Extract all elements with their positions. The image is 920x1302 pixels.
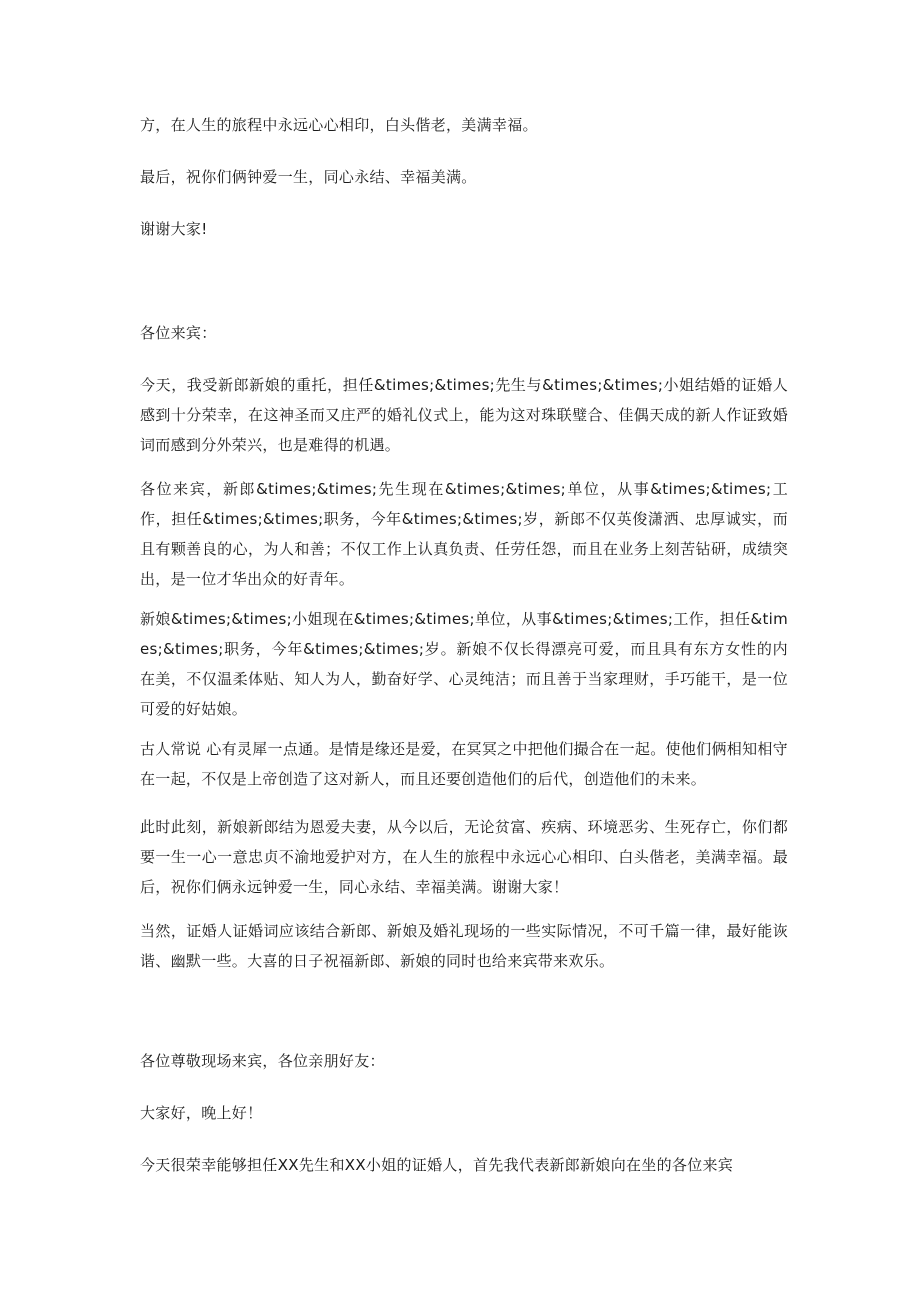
paragraph-second-greeting: 各位尊敬现场来宾，各位亲朋好友： <box>140 1052 385 1070</box>
paragraph-vows: 此时此刻，新娘新郎结为恩爱夫妻，从今以后，无论贫富、疾病、环境恶劣、生死存亡，你们都要一生一心一意忠贞不渝地爱护对方，在人生的旅程中永远心心相印、白头偕老，美满幸福。最后，祝你们俩永远钟爱一生，同心永结、幸福美满。谢谢大家！ <box>140 818 788 896</box>
paragraph-note: 当然，证婚人证婚词应该结合新郎、新娘及婚礼现场的一些实际情况，不可千篇一律，最好能诙谐、幽默一些。大喜的日子祝福新郎、新娘的同时也给来宾带来欢乐。 <box>140 922 788 970</box>
paragraph-honored: 今天很荣幸能够担任XX先生和XX小姐的证婚人，首先我代表新郎新娘向在坐的各位来宾 <box>140 1156 734 1174</box>
paragraph-final-wish: 最后，祝你们俩钟爱一生，同心永结、幸福美满。 <box>140 168 477 186</box>
paragraph-greeting-guests: 各位来宾： <box>140 324 217 342</box>
paragraph-bride-intro: 新娘&times;&times;小姐现在&times;&times;单位，从事&times;&times;工作，担任&times;&times;职务，今年&times;&times;岁。新娘不仅长得漂亮可爱，而且具有东方女性的内在美，不仅温柔体贴、知人为人，勤奋好学、心灵纯洁；而且善于当家理财，手巧能干，是一位可爱的好姑娘。 <box>140 610 788 718</box>
paragraph-closing-blessing: 方，在人生的旅程中永远心心相印，白头偕老，美满幸福。 <box>140 116 538 134</box>
paragraph-fate: 古人常说 心有灵犀一点通。是情是缘还是爱，在冥冥之中把他们撮合在一起。使他们俩相知相守在一起，不仅是上帝创造了这对新人，而且还要创造他们的后代，创造他们的未来。 <box>140 740 788 788</box>
paragraph-opening: 今天，我受新郎新娘的重托，担任&times;&times;先生与&times;&times;小姐结婚的证婚人感到十分荣幸，在这神圣而又庄严的婚礼仪式上，能为这对珠联璧合、佳偶天成的新人作证致婚词而感到分外荣兴，也是难得的机遇。 <box>140 376 788 454</box>
paragraph-groom-intro: 各位来宾，新郎&times;&times;先生现在&times;&times;单位，从事&times;&times;工作，担任&times;&times;职务，今年&times;&times;岁，新郎不仅英俊潇洒、忠厚诚实，而且有颗善良的心，为人和善；不仅工作上认真负责、任劳任怨，而且在业务上刻苦钻研，成绩突出，是一位才华出众的好青年。 <box>140 480 788 588</box>
paragraph-good-evening: 大家好，晚上好！ <box>140 1104 263 1122</box>
paragraph-thanks: 谢谢大家! <box>140 220 208 238</box>
